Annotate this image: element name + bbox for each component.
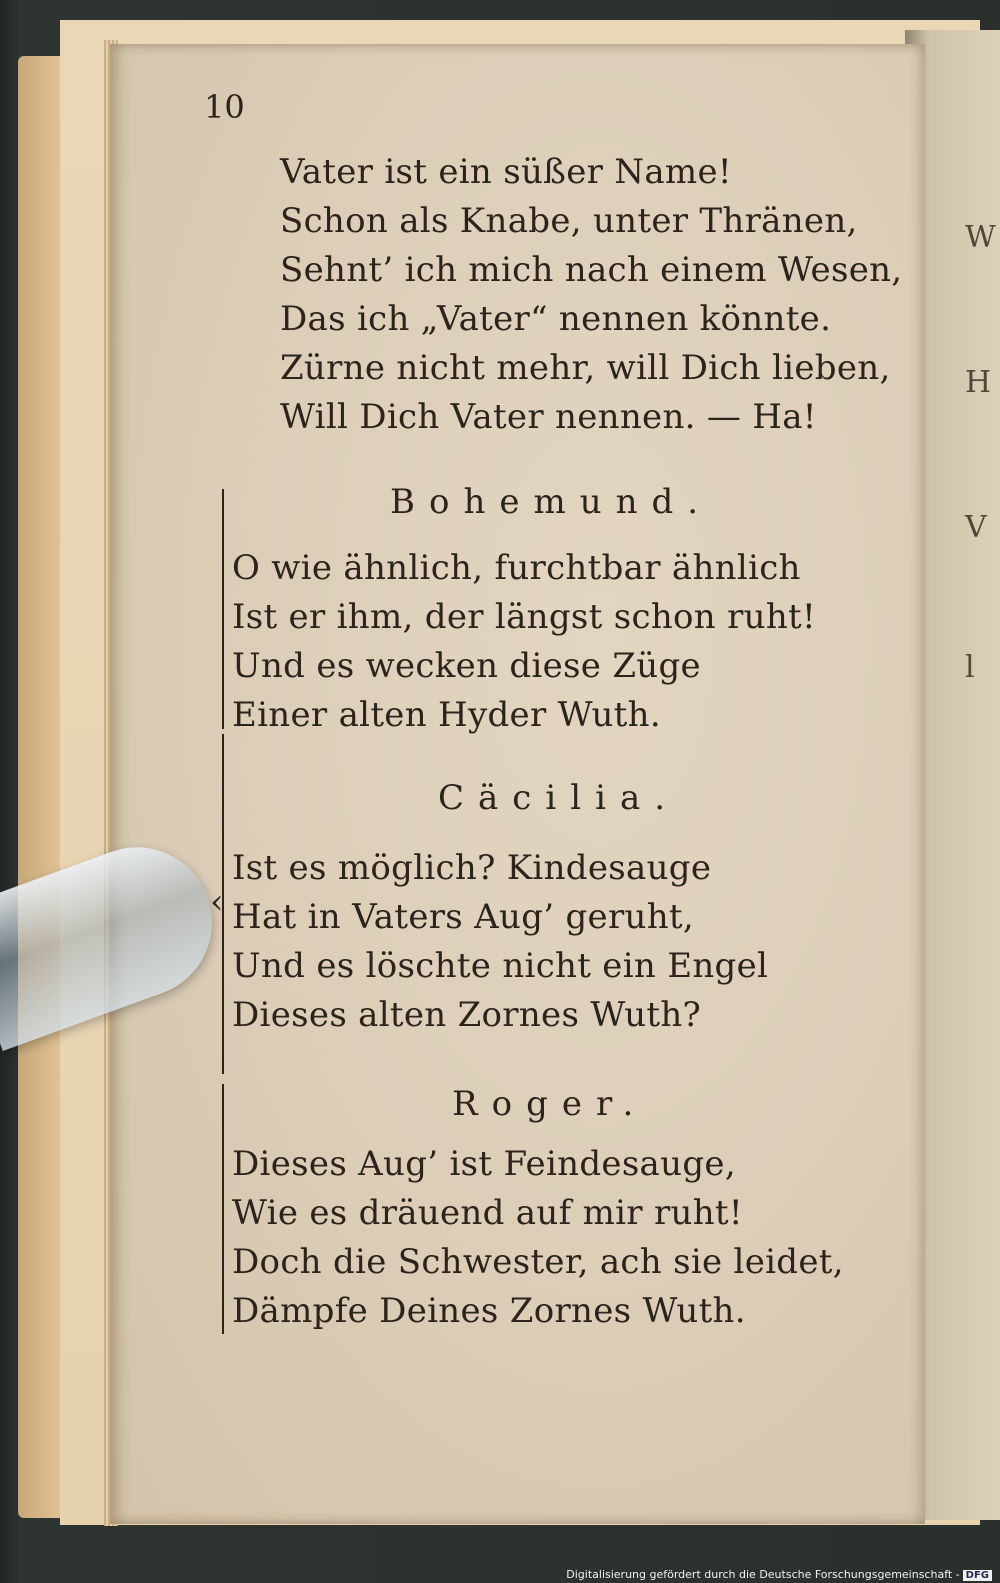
facing-page-fragment: W bbox=[965, 220, 996, 255]
verse-line: O wie ähnlich, furchtbar ähnlich bbox=[232, 548, 801, 588]
verse-line: Dieses Aug’ ist Feindesauge, bbox=[232, 1144, 736, 1184]
speaker-name: Bohemund. bbox=[390, 482, 713, 522]
verse-line: Ist er ihm, der längst schon ruht! bbox=[232, 597, 816, 637]
page-number: 10 bbox=[204, 88, 245, 126]
verse-line: Ist es möglich? Kindesauge bbox=[232, 848, 712, 888]
digitization-credit bbox=[566, 1568, 992, 1581]
verse-line: Hat in Vaters Aug’ geruht, bbox=[232, 897, 695, 937]
verse-line: Schon als Knabe, unter Thränen, bbox=[280, 201, 858, 241]
verse-line: Will Dich Vater nennen. — Ha! bbox=[280, 397, 817, 437]
facing-page-fragment: V bbox=[965, 510, 987, 545]
facing-page-fragment: l bbox=[965, 650, 975, 685]
stanza-2 bbox=[232, 544, 832, 740]
verse-line: Und es wecken diese Züge bbox=[232, 646, 701, 686]
speaker-name: Cäcilia. bbox=[438, 778, 680, 818]
stanza-4 bbox=[232, 1140, 844, 1336]
verse-line: Wie es dräuend auf mir ruht! bbox=[232, 1193, 743, 1233]
speaker-name: Roger. bbox=[452, 1084, 648, 1124]
verse-line: Dieses alten Zornes Wuth? bbox=[232, 995, 702, 1035]
facing-page-fragment: H bbox=[965, 365, 992, 400]
stanza-3 bbox=[232, 844, 832, 1040]
verse-line: Zürne nicht mehr, will Dich lieben, bbox=[280, 348, 891, 388]
verse-line: Vater ist ein süßer Name! bbox=[280, 152, 732, 192]
book-page bbox=[110, 44, 925, 1524]
dfg-logo: DFG bbox=[963, 1570, 992, 1581]
verse-line: Das ich „Vater“ nennen könnte. bbox=[280, 299, 832, 339]
verse-line: Sehnt’ ich mich nach einem Wesen, bbox=[280, 250, 903, 290]
verse-line: Doch die Schwester, ach sie leidet, bbox=[232, 1242, 844, 1282]
stanza-1 bbox=[280, 148, 903, 442]
verse-line: Dämpfe Deines Zornes Wuth. bbox=[232, 1291, 746, 1331]
verse-line: Und es löschte nicht ein Engel bbox=[232, 946, 769, 986]
credit-text: Digitalisierung gefördert durch die Deutsche Forschungsgemeinschaft - bbox=[566, 1568, 960, 1581]
verse-line: Einer alten Hyder Wuth. bbox=[232, 695, 661, 735]
brace-tip: ‹ bbox=[210, 882, 224, 922]
